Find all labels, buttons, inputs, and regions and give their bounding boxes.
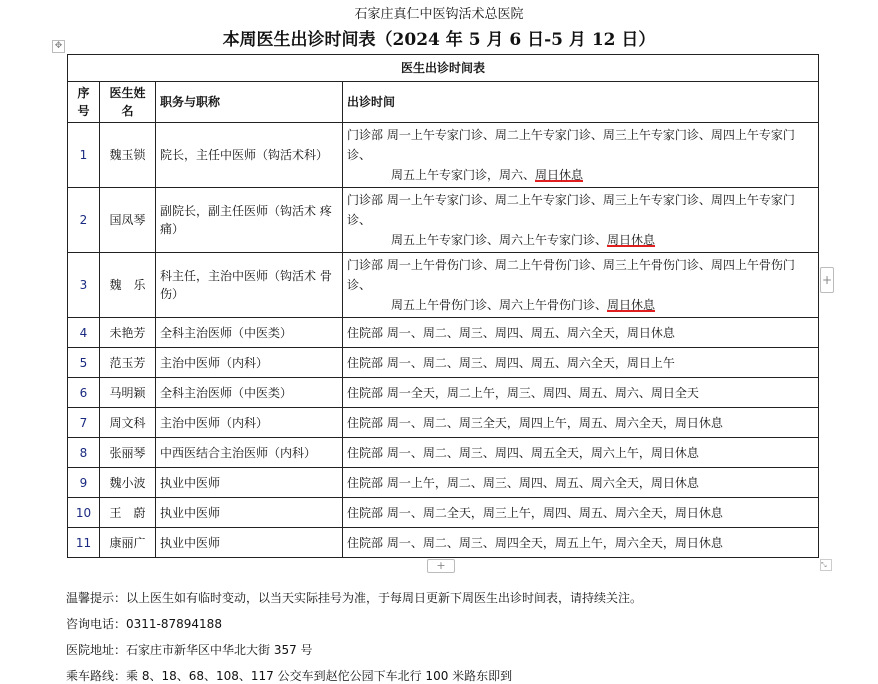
table-row	[68, 498, 819, 528]
doctor-title: 执业中医师	[156, 498, 343, 528]
doctor-name: 魏 乐	[100, 253, 156, 318]
header-schedule: 出诊时间	[343, 82, 819, 123]
table-resize-handle[interactable]: ⤡	[820, 559, 832, 571]
row-number: 9	[68, 468, 100, 498]
schedule-cell: 住院部 周一、周二、周三、周四、周五全天，周六上午，周日休息	[343, 438, 819, 468]
schedule-cell: 住院部 周一上午，周二、周三、周四、周五、周六全天，周日休息	[343, 468, 819, 498]
schedule-cell	[343, 123, 819, 188]
table-row	[68, 188, 819, 253]
table-row	[68, 408, 819, 438]
doctor-name: 马明颖	[100, 378, 156, 408]
note-phone: 咨询电话：0311-87894188	[66, 617, 222, 631]
schedule-cell: 住院部 周一、周二、周三全天，周四上午，周五、周六全天，周日休息	[343, 408, 819, 438]
schedule-line: 门诊部 周一上午骨伤门诊、周二上午骨伤门诊、周三上午骨伤门诊、周四上午骨伤门诊、	[347, 258, 795, 292]
table-container	[67, 54, 833, 574]
doctor-name: 魏玉锁	[100, 123, 156, 188]
row-number: 4	[68, 318, 100, 348]
schedule-line	[347, 295, 814, 315]
header-title: 职务与职称	[156, 82, 343, 123]
doctor-title: 执业中医师	[156, 528, 343, 558]
doctor-name: 王 蔚	[100, 498, 156, 528]
table-move-handle[interactable]: ✥	[52, 40, 65, 53]
header-name: 医生姓名	[100, 82, 156, 123]
schedule-line-2: 周五上午专家门诊、周六上午专家门诊、	[391, 233, 608, 247]
doctor-title: 科主任，主治中医师（钩活术 骨伤）	[156, 253, 343, 318]
doctor-title: 主治中医师（内科）	[156, 348, 343, 378]
doctor-title: 主治中医师（内科）	[156, 408, 343, 438]
schedule-line: 门诊部 周一上午专家门诊、周二上午专家门诊、周三上午专家门诊、周四上午专家门诊、	[347, 128, 795, 162]
schedule-cell: 住院部 周一、周二全天，周三上午，周四、周五、周六全天，周日休息	[343, 498, 819, 528]
table-row	[68, 438, 819, 468]
table-row	[68, 348, 819, 378]
schedule-line-2: 周五上午专家门诊，周六、	[391, 168, 536, 182]
schedule-line	[347, 230, 814, 250]
doctor-title: 全科主治医师（中医类）	[156, 378, 343, 408]
note-tip: 温馨提示：以上医生如有临时变动，以当天实际挂号为准，于每周日更新下周医生出诊时间表，请持续关注。	[66, 591, 643, 605]
note-address: 医院地址：石家庄市新华区中华北大街 357 号	[66, 643, 313, 657]
row-number: 7	[68, 408, 100, 438]
doctor-name: 张丽琴	[100, 438, 156, 468]
add-column-button[interactable]: +	[820, 267, 834, 293]
table-row	[68, 123, 819, 188]
schedule-cell: 住院部 周一、周二、周三、周四、周五、周六全天，周日休息	[343, 318, 819, 348]
schedule-cell	[343, 188, 819, 253]
doctor-title: 中西医结合主治医师（内科）	[156, 438, 343, 468]
row-number: 5	[68, 348, 100, 378]
schedule-cell: 住院部 周一全天，周二上午，周三、周四、周五、周六、周日全天	[343, 378, 819, 408]
row-number: 6	[68, 378, 100, 408]
doctor-title: 副院长，副主任医师（钩活术 疼痛）	[156, 188, 343, 253]
doctor-title: 全科主治医师（中医类）	[156, 318, 343, 348]
table-row	[68, 318, 819, 348]
doctor-title: 院长，主任中医师（钩活术科）	[156, 123, 343, 188]
rest-day: 周日休息	[535, 168, 584, 182]
row-number: 11	[68, 528, 100, 558]
row-number: 8	[68, 438, 100, 468]
schedule-line-2: 周五上午骨伤门诊、周六上午骨伤门诊、	[391, 298, 608, 312]
row-number: 3	[68, 253, 100, 318]
rest-day: 周日休息	[607, 233, 656, 247]
add-row-button[interactable]: +	[427, 559, 455, 573]
table-row	[68, 528, 819, 558]
row-number: 1	[68, 123, 100, 188]
schedule-cell: 住院部 周一、周二、周三、周四全天，周五上午，周六全天，周日休息	[343, 528, 819, 558]
table-row	[68, 378, 819, 408]
table-row	[68, 253, 819, 318]
hospital-name: 石家庄真仁中医钩活术总医院	[354, 7, 524, 22]
schedule-cell: 住院部 周一、周二、周三、周四、周五、周六全天，周日上午	[343, 348, 819, 378]
table-caption: 医生出诊时间表	[68, 55, 819, 82]
schedule-line: 门诊部 周一上午专家门诊、周二上午专家门诊、周三上午专家门诊、周四上午专家门诊、	[347, 193, 795, 227]
row-number: 10	[68, 498, 100, 528]
rest-day: 周日休息	[607, 298, 656, 312]
doctor-name: 康丽广	[100, 528, 156, 558]
doctor-name: 国凤琴	[100, 188, 156, 253]
schedule-cell	[343, 253, 819, 318]
doctor-name: 周文科	[100, 408, 156, 438]
row-number: 2	[68, 188, 100, 253]
table-row	[68, 468, 819, 498]
note-route: 乘车路线：乘 8、18、68、108、117 公交车到赵佗公园下车北行 100 米路东即到	[66, 669, 513, 683]
doctor-name: 魏小波	[100, 468, 156, 498]
doctor-title: 执业中医师	[156, 468, 343, 498]
doctor-name: 范玉芳	[100, 348, 156, 378]
doctor-name: 未艳芳	[100, 318, 156, 348]
page-title: 本周医生出诊时间表（2024 年 5 月 6 日-5 月 12 日）	[222, 30, 656, 50]
schedule-line	[347, 165, 814, 185]
schedule-table	[67, 54, 819, 558]
header-no: 序号	[68, 82, 100, 123]
